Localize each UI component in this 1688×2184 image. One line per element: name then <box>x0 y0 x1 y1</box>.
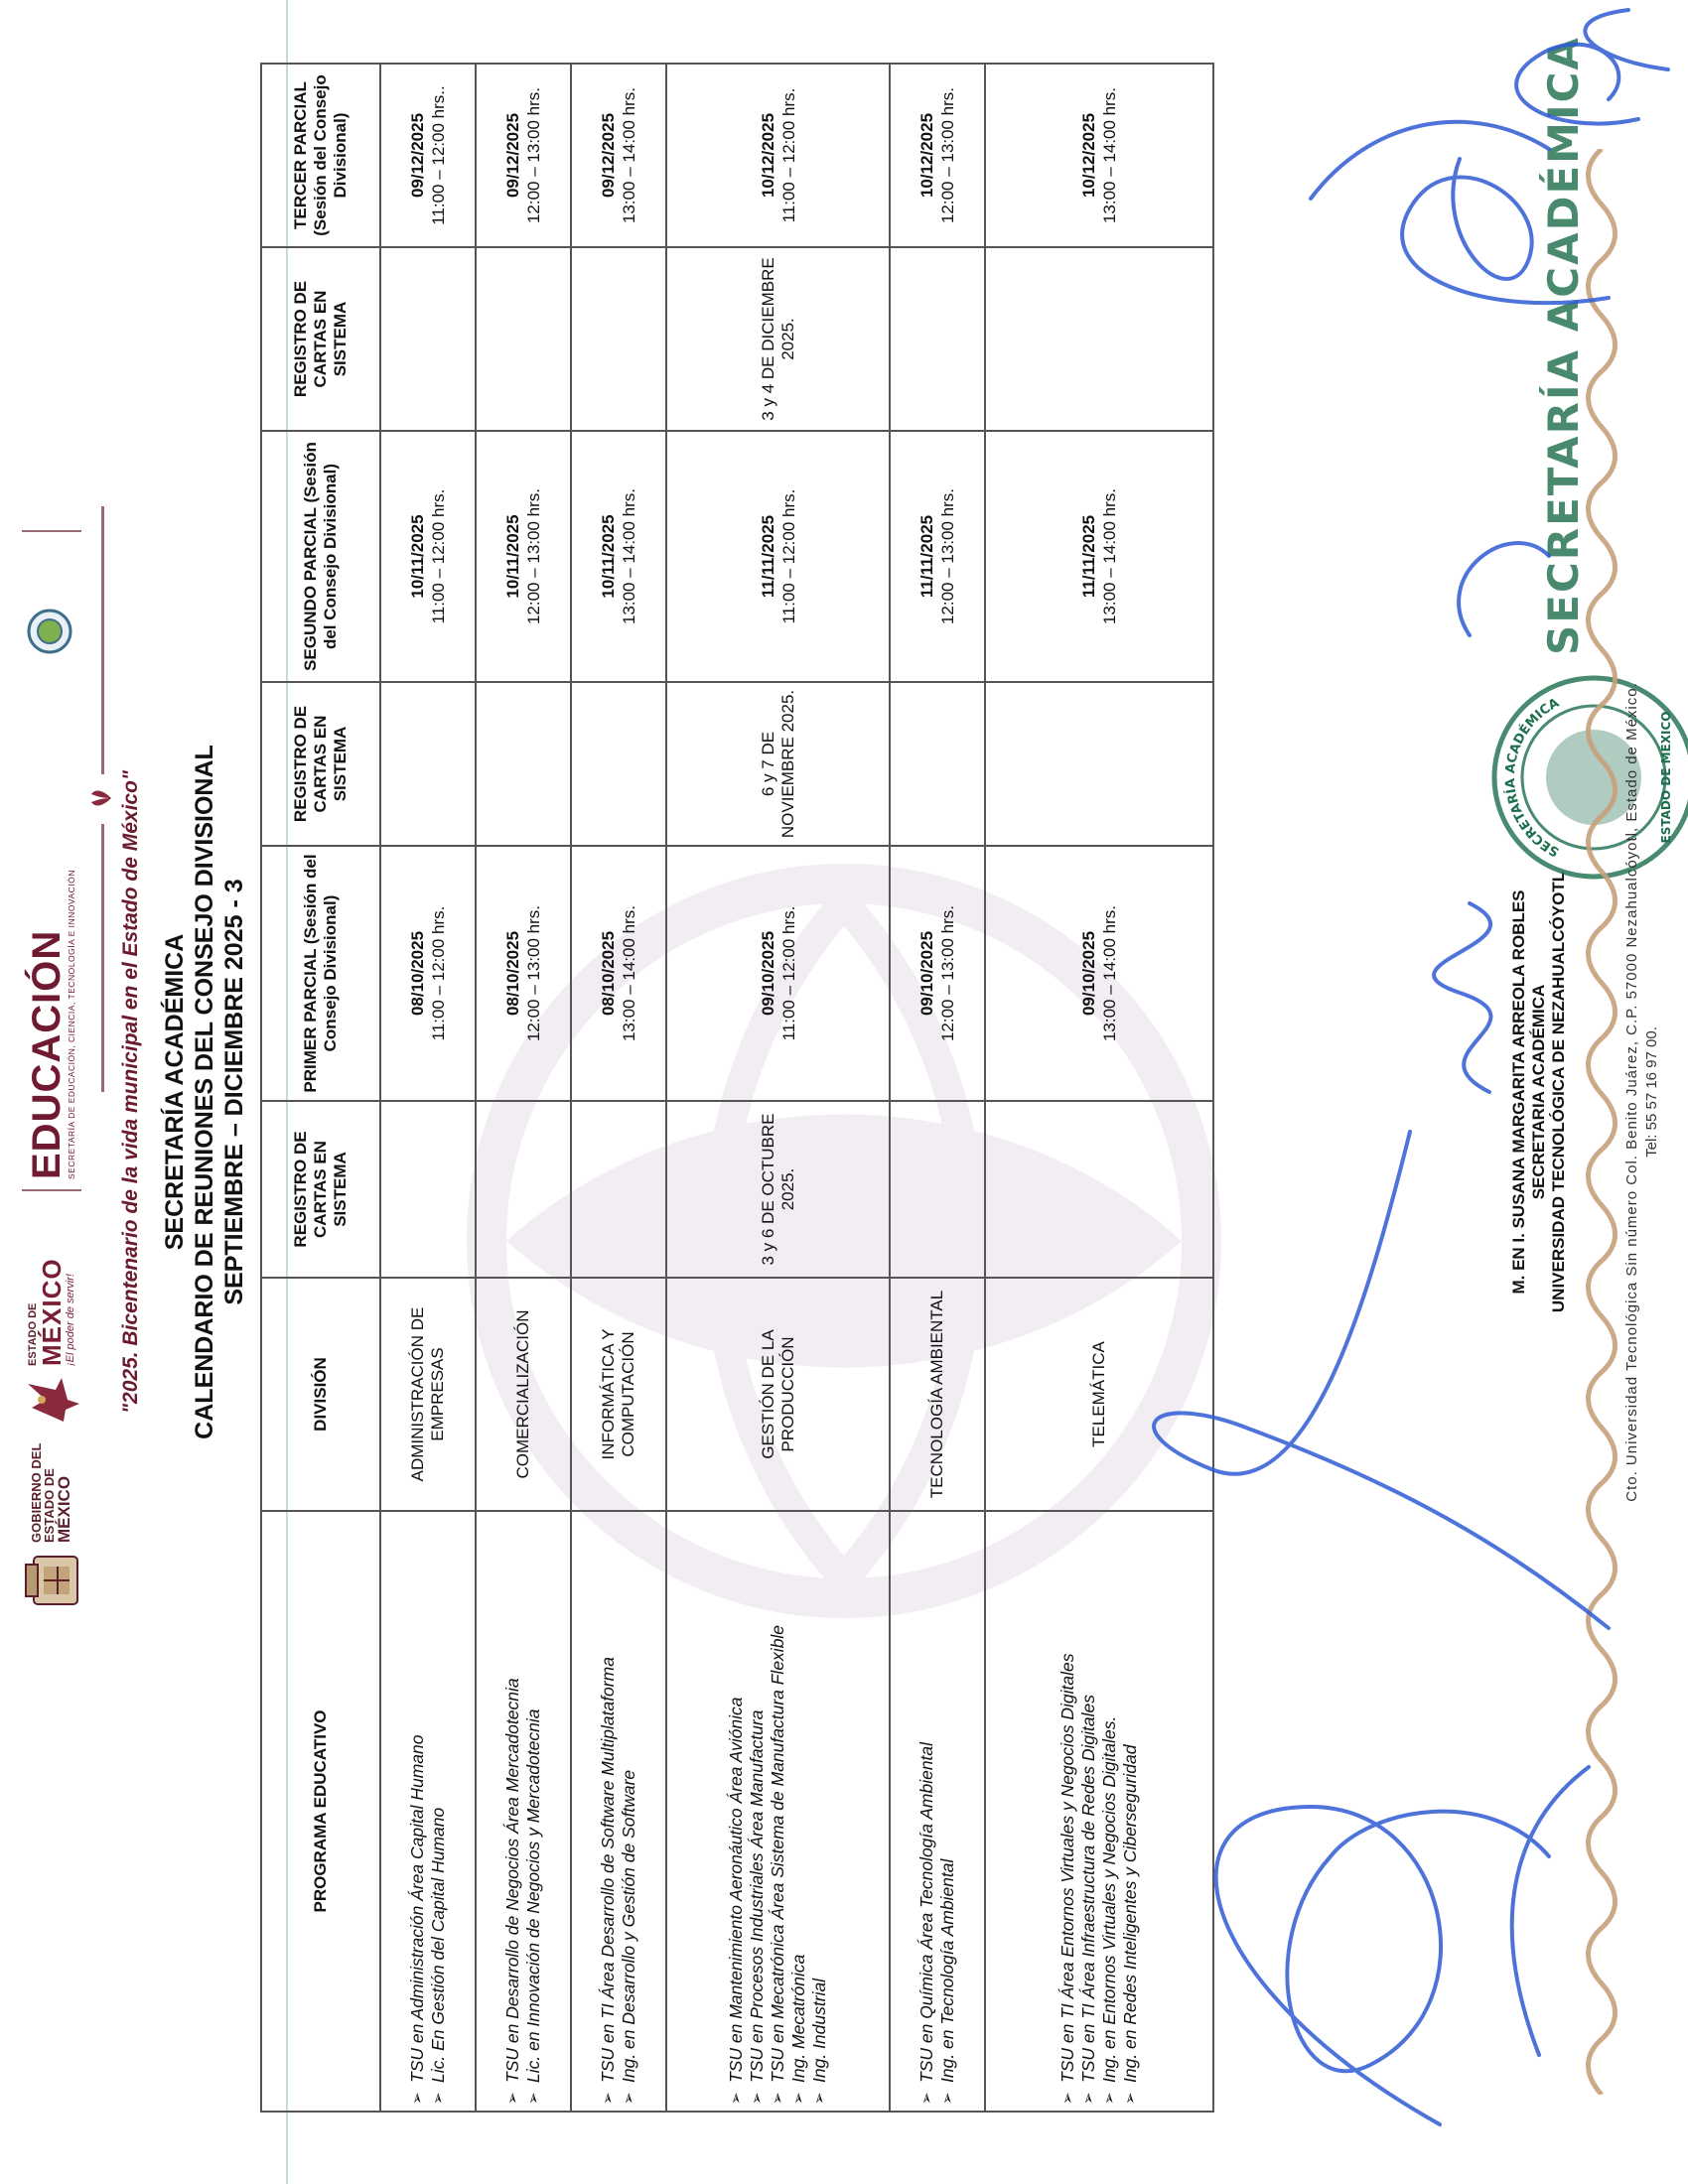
session-time: 13:00 – 14:00 hrs. <box>620 86 638 224</box>
session-time: 12:00 – 13:00 hrs. <box>524 86 543 224</box>
document-title-1: SECRETARÍA ACADÉMICA <box>161 933 189 1251</box>
session-date: 10/12/2025 <box>917 112 936 199</box>
session-date: 11/11/2025 <box>917 514 936 599</box>
cell-registro-3 <box>890 247 985 431</box>
cell-segundo-parcial <box>666 431 890 682</box>
header-logos <box>22 0 111 2184</box>
cell-division: TECNOLOGÍA AMBIENTAL <box>890 1278 985 1511</box>
session-date: 09/12/2025 <box>599 112 618 199</box>
cell-primer-parcial <box>985 846 1213 1101</box>
state-logo-line-3: ¡El poder de servir! <box>65 1274 76 1366</box>
session-time: 11:00 – 12:00 hrs. <box>778 905 798 1041</box>
session-date: 10/12/2025 <box>1079 112 1098 199</box>
cell-registro-2: 6 y 7 DE NOVIEMBRE 2025. <box>666 682 890 846</box>
program-item: ➢ Lic. en Innovación de Negocios y Mercadotecnia <box>523 1518 544 2105</box>
cell-primer-parcial <box>476 846 571 1101</box>
motto-flower-icon <box>89 780 113 816</box>
schedule-table <box>260 63 1214 2113</box>
cell-division: GESTIÓN DE LA PRODUCCIÓN <box>666 1278 890 1511</box>
eagle-icon <box>22 1376 81 1430</box>
header-programa: PROGRAMA EDUCATIVO <box>261 1511 380 2112</box>
header-primer-parcial: PRIMER PARCIAL (Sesión del Consejo Divisional) <box>261 846 380 1101</box>
session-date: 09/12/2025 <box>408 112 427 199</box>
cell-segundo-parcial <box>985 431 1213 682</box>
session-time: 13:00 – 14:00 hrs. <box>620 487 638 625</box>
cell-registro-3 <box>380 247 476 431</box>
header-tercer-parcial: TERCER PARCIAL (Sesión del Consejo Divisional) <box>261 64 380 247</box>
session-time: 12:00 – 13:00 hrs. <box>938 86 957 224</box>
cell-registro-3 <box>985 247 1213 431</box>
session-time: 11:00 – 12:00 hrs. <box>429 905 448 1041</box>
header-registro-3: REGISTRO DE CARTAS EN SISTEMA <box>261 247 380 431</box>
signatory-name: M. EN I. SUSANA MARGARITA ARREOLA ROBLES <box>1509 889 1528 1295</box>
education-subtitle: SECRETARÍA DE EDUCACIÓN, CIENCIA, TECNOLOGÍA E INNOVACIÓN <box>67 870 76 1179</box>
program-item: ➢ TSU en Desarrollo de Negocios Área Mercadotecnia <box>502 1518 523 2105</box>
session-date: 10/11/2025 <box>408 514 427 599</box>
session-time: 11:00 – 12:00 hrs. <box>778 488 798 624</box>
program-item: ➢ TSU en TI Área Infraestructura de Redes Digitales <box>1078 1518 1099 2105</box>
cell-registro-1: 3 y 6 DE OCTUBRE 2025. <box>666 1101 890 1278</box>
session-date: 09/10/2025 <box>758 930 777 1017</box>
session-date: 09/10/2025 <box>917 930 936 1017</box>
header-segundo-parcial: SEGUNDO PARCIAL (Sesión del Consejo Divisional) <box>261 431 380 682</box>
program-item: ➢ Ing. Industrial <box>809 1518 830 2105</box>
program-item: ➢ TSU en Administración Área Capital Humano <box>407 1518 428 2105</box>
cell-division: COMERCIALIZACIÓN <box>476 1278 571 1511</box>
cell-registro-2 <box>890 682 985 846</box>
session-time: 12:00 – 13:00 hrs. <box>524 487 543 625</box>
government-crest-icon <box>22 1553 81 1608</box>
session-time: 12:00 – 13:00 hrs. <box>938 487 957 625</box>
header-division: DIVISIÓN <box>261 1278 380 1511</box>
cell-registro-3: 3 y 4 DE DICIEMBRE 2025. <box>666 247 890 431</box>
university-seal-icon <box>26 608 73 655</box>
gov-line-3: MÉXICO <box>55 1475 73 1543</box>
motto-rule-left <box>101 824 104 1092</box>
stamp-text: SECRETARÍA ACADÉMICA <box>1539 36 1588 655</box>
cell-programs <box>985 1511 1213 2112</box>
seal-bottom-text: ESTADO DE MÉXICO <box>1659 711 1673 844</box>
logo-divider <box>22 530 81 532</box>
government-logo <box>22 1443 81 1608</box>
program-item: ➢ TSU en Química Área Tecnología Ambiental <box>916 1518 937 2105</box>
session-time: 13:00 – 14:00 hrs. <box>1100 86 1119 224</box>
session-date: 10/11/2025 <box>599 514 618 599</box>
cell-primer-parcial <box>380 846 476 1101</box>
program-item: ➢ TSU en Procesos Industriales Área Manufactura <box>747 1518 768 2105</box>
table-row <box>985 64 1213 2112</box>
university-seal-logo <box>26 608 73 655</box>
program-item: ➢ Ing. en Desarrollo y Gestión de Software <box>619 1518 639 2105</box>
header-registro-2: REGISTRO DE CARTAS EN SISTEMA <box>261 682 380 846</box>
cell-registro-1 <box>890 1101 985 1278</box>
session-date: 11/11/2025 <box>758 514 777 599</box>
motto-line: "2025. Bicentenario de la vida municipal en el Estado de México" <box>119 770 142 1414</box>
cell-registro-2 <box>476 682 571 846</box>
cell-segundo-parcial <box>890 431 985 682</box>
state-logo-line-2: MÉXICO <box>37 1258 67 1366</box>
program-item: ➢ TSU en Mecatrónica Área Sistema de Manufactura Flexible <box>768 1518 788 2105</box>
cell-registro-1 <box>476 1101 571 1278</box>
cell-segundo-parcial <box>380 431 476 682</box>
cell-division: ADMINISTRACIÓN DE EMPRESAS <box>380 1278 476 1511</box>
cell-registro-1 <box>380 1101 476 1278</box>
program-item: ➢ Lic. En Gestión del Capital Humano <box>428 1518 449 2105</box>
session-time: 11:00 – 12:00 hrs. <box>429 488 448 624</box>
session-time: 13:00 – 14:00 hrs. <box>1100 904 1119 1042</box>
cell-primer-parcial <box>571 846 666 1101</box>
state-logo-line-1: ESTADO DE <box>27 1302 39 1366</box>
cell-segundo-parcial <box>476 431 571 682</box>
gov-line-2: ESTADO DE <box>42 1468 57 1543</box>
table-header-row <box>261 64 380 2112</box>
table-row <box>571 64 666 2112</box>
session-date: 08/10/2025 <box>503 930 522 1017</box>
session-time: 11:00 – 12:00 hrs. <box>778 87 798 223</box>
cell-programs <box>380 1511 476 2112</box>
cell-registro-3 <box>476 247 571 431</box>
cell-primer-parcial <box>666 846 890 1101</box>
session-time: 13:00 – 14:00 hrs. <box>1100 487 1119 625</box>
cell-tercer-parcial <box>985 64 1213 247</box>
footer-phone: Tel: 55 57 16 97 00. <box>1643 1026 1660 1158</box>
document-title-2: CALENDARIO DE REUNIONES DEL CONSEJO DIVISIONAL <box>191 745 218 1439</box>
session-date: 10/12/2025 <box>758 112 777 199</box>
session-time: 11:00 – 12:00 hrs.. <box>429 85 448 225</box>
table-row <box>890 64 985 2112</box>
cell-registro-2 <box>985 682 1213 846</box>
session-date: 08/10/2025 <box>408 930 427 1017</box>
cell-registro-1 <box>985 1101 1213 1278</box>
logo-divider <box>22 1189 81 1191</box>
gov-line-1: GOBIERNO DEL <box>29 1442 44 1543</box>
cell-division: TELEMÁTICA <box>985 1278 1213 1511</box>
cell-programs <box>571 1511 666 2112</box>
cell-tercer-parcial <box>666 64 890 247</box>
header-registro-1: REGISTRO DE CARTAS EN SISTEMA <box>261 1101 380 1278</box>
program-item: ➢ TSU en Mantenimiento Aeronáutico Área Aviónica <box>726 1518 747 2105</box>
program-item: ➢ Ing. en Tecnología Ambiental <box>937 1518 958 2105</box>
program-item: ➢ Ing. en Entornos Virtuales y Negocios Digitales. <box>1099 1518 1120 2105</box>
state-logo <box>22 1258 81 1430</box>
session-date: 08/10/2025 <box>599 930 618 1017</box>
cell-tercer-parcial <box>890 64 985 247</box>
cell-programs <box>476 1511 571 2112</box>
education-title: EDUCACIÓN <box>25 929 69 1179</box>
table-row <box>476 64 571 2112</box>
motto-rule-right <box>101 506 104 774</box>
cell-programs <box>890 1511 985 2112</box>
program-item: ➢ TSU en TI Área Desarrollo de Software Multiplataforma <box>598 1518 619 2105</box>
program-item: ➢ Ing. en Redes Inteligentes y Ciberseguridad <box>1120 1518 1141 2105</box>
table-row <box>666 64 890 2112</box>
session-date: 09/10/2025 <box>1079 930 1098 1017</box>
footer-address: Cto. Universidad Tecnológica Sin número Col. Benito Juárez, C.P. 57000 Nezahualcóyotl, Estado de México. <box>1623 682 1640 1502</box>
cell-tercer-parcial <box>476 64 571 247</box>
seal-top-text: SECRETARÍA ACADÉMICA <box>1502 695 1562 860</box>
cell-registro-3 <box>571 247 666 431</box>
program-item: ➢ Ing. Mecatrónica <box>788 1518 809 2105</box>
session-time: 13:00 – 14:00 hrs. <box>620 904 638 1042</box>
signatory-institution: UNIVERSIDAD TECNOLÓGICA DE NEZAHUALCÓYOTL <box>1549 871 1568 1313</box>
session-date: 09/12/2025 <box>503 112 522 199</box>
session-time: 12:00 – 13:00 hrs. <box>524 904 543 1042</box>
program-item: ➢ TSU en TI Área Entornos Virtuales y Negocios Digitales <box>1057 1518 1078 2105</box>
signatory-role: SECRETARIA ACADÉMICA <box>1529 984 1548 1200</box>
cell-division: INFORMÁTICA Y COMPUTACIÓN <box>571 1278 666 1511</box>
table-row <box>380 64 476 2112</box>
cell-registro-2 <box>571 682 666 846</box>
cell-tercer-parcial <box>380 64 476 247</box>
document-title-3: SEPTIEMBRE – DICIEMBRE 2025 - 3 <box>220 879 248 1305</box>
session-date: 11/11/2025 <box>1079 514 1098 599</box>
ornament-band <box>1584 149 1619 2095</box>
session-time: 12:00 – 13:00 hrs. <box>938 904 957 1042</box>
cell-registro-1 <box>571 1101 666 1278</box>
cell-segundo-parcial <box>571 431 666 682</box>
cell-programs <box>666 1511 890 2112</box>
cell-registro-2 <box>380 682 476 846</box>
cell-primer-parcial <box>890 846 985 1101</box>
session-date: 10/11/2025 <box>503 514 522 599</box>
cell-tercer-parcial <box>571 64 666 247</box>
